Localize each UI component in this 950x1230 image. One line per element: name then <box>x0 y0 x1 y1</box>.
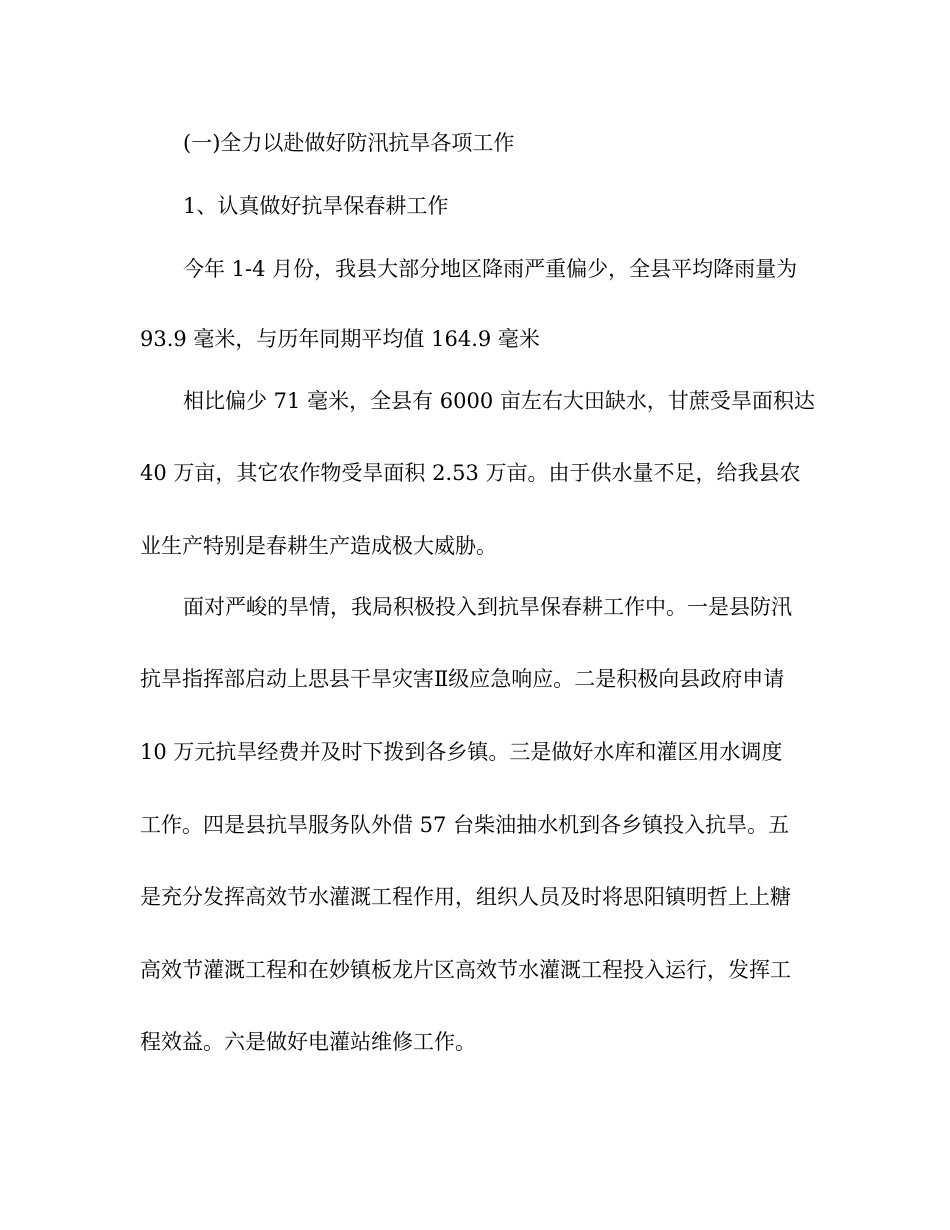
paragraph-line: 10 万元抗旱经费并及时下拨到各乡镇。三是做好水库和灌区用水调度 <box>140 740 783 764</box>
paragraph-line: 40 万亩，其它农作物受旱面积 2.53 万亩。由于供水量不足，给我县农 <box>140 461 801 485</box>
subsection-heading: 1、认真做好抗旱保春耕工作 <box>183 194 449 218</box>
section-heading: (一)全力以赴做好防汛抗旱各项工作 <box>183 131 515 155</box>
paragraph-line: 是充分发挥高效节水灌溉工程作用，组织人员及时将思阳镇明哲上上糖 <box>140 885 791 909</box>
paragraph-line: 面对严峻的旱情，我局积极投入到抗旱保春耕工作中。一是县防汛 <box>183 595 792 619</box>
paragraph-line: 业生产特别是春耕生产造成极大威胁。 <box>140 534 497 558</box>
paragraph-line: 今年 1-4 月份，我县大部分地区降雨严重偏少，全县平均降雨量为 <box>183 257 798 281</box>
paragraph-line: 相比偏少 71 毫米，全县有 6000 亩左右大田缺水，甘蔗受旱面积达 <box>183 389 815 413</box>
paragraph-line: 抗旱指挥部启动上思县干旱灾害Ⅱ级应急响应。二是积极向县政府申请 <box>140 667 785 691</box>
paragraph-line: 程效益。六是做好电灌站维修工作。 <box>140 1030 476 1054</box>
paragraph-line: 93.9 毫米，与历年同期平均值 164.9 毫米 <box>140 327 540 351</box>
paragraph-line: 高效节灌溉工程和在妙镇板龙片区高效节水灌溉工程投入运行，发挥工 <box>140 958 791 982</box>
paragraph-line: 工作。四是县抗旱服务队外借 57 台柴油抽水机到各乡镇投入抗旱。五 <box>140 813 790 837</box>
